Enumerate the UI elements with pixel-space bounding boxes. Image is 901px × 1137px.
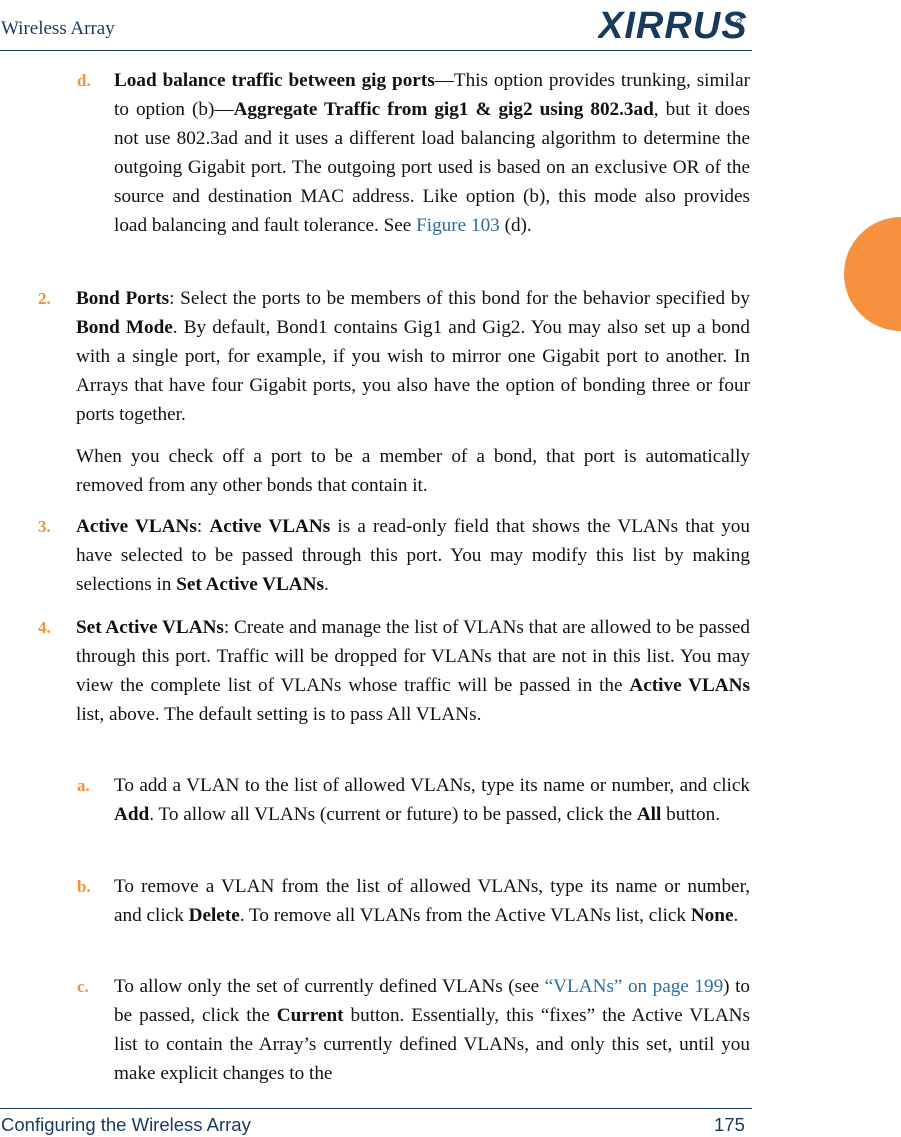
- xirrus-logo: [598, 4, 748, 44]
- running-header: Wireless Array: [1, 18, 115, 39]
- list-marker-b: b.: [77, 877, 91, 896]
- list-item-bond-ports: Bond Ports: Select the ports to be members of this bond for the behavior specified by Bond Mode. By default, Bond1 contains Gig1 and Gig2. You may also set up a bond with a single port, for example, if you wish to mirror one Gigabit port to another. In Arrays that have four Gigabit ports, you also have the option of bonding three or four ports together.: [76, 288, 750, 425]
- list-item-active-vlans: Active VLANs: Active VLANs is a read-only field that shows the VLANs that you have selected to be passed through this port. You may modify this list by making selections in Set Active VLANs.: [76, 516, 750, 595]
- svg-text:XIRRUS: XIRRUS: [598, 5, 748, 44]
- page-number: 175: [714, 1114, 745, 1135]
- sub-item-b: To remove a VLAN from the list of allowed VLANs, type its name or number, and click Delete. To remove all VLANs from the Active VLANs list, click None.: [114, 876, 750, 926]
- bond-ports-note: When you check off a port to be a member of a bond, that port is automatically removed from any other bonds that contain it.: [76, 446, 750, 496]
- list-marker-c: c.: [77, 977, 89, 996]
- vlans-page-link[interactable]: “VLANs” on page 199: [544, 976, 724, 997]
- list-marker-d: d.: [77, 71, 91, 90]
- chapter-tab: [844, 217, 901, 331]
- footer-section-title: Configuring the Wireless Array: [1, 1114, 251, 1135]
- sub-item-a: To add a VLAN to the list of allowed VLANs, type its name or number, and click Add. To allow all VLANs (current or future) to be passed, click the All button.: [114, 775, 750, 825]
- sub-item-c: To allow only the set of currently defined VLANs (see “VLANs” on page 199) to be passed, click the Current button. Essentially, this “fixes” the Active VLANs list to contain the Array’s currently defined VLANs, and only this set, until you make explicit changes to the: [114, 976, 750, 1084]
- list-marker-4: 4.: [38, 618, 51, 637]
- list-marker-2: 2.: [38, 289, 51, 308]
- list-item-d: Load balance traffic between gig ports—This option provides trunking, similar to option (b)—Aggregate Traffic from gig1 & gig2 using 802.3ad, but it does not use 802.3ad and it uses a different load balancing algorithm to determine the outgoing Gigabit port. The outgoing port used is based on an exclusive OR of the source and destination MAC address. Like option (b), this mode also provides load balancing and fault tolerance. See Figure 103 (d).: [114, 70, 750, 236]
- list-marker-3: 3.: [38, 517, 51, 536]
- figure-link[interactable]: Figure 103: [416, 215, 500, 236]
- list-marker-a: a.: [77, 776, 90, 795]
- header-rule: [0, 50, 752, 51]
- footer-rule: [0, 1108, 752, 1109]
- list-item-set-active-vlans: Set Active VLANs: Create and manage the list of VLANs that are allowed to be passed through this port. Traffic will be dropped for VLANs that are not in this list. You may view the complete list of VLANs whose traffic will be passed in the Active VLANs list, above. The default setting is to pass All VLANs.: [76, 617, 750, 725]
